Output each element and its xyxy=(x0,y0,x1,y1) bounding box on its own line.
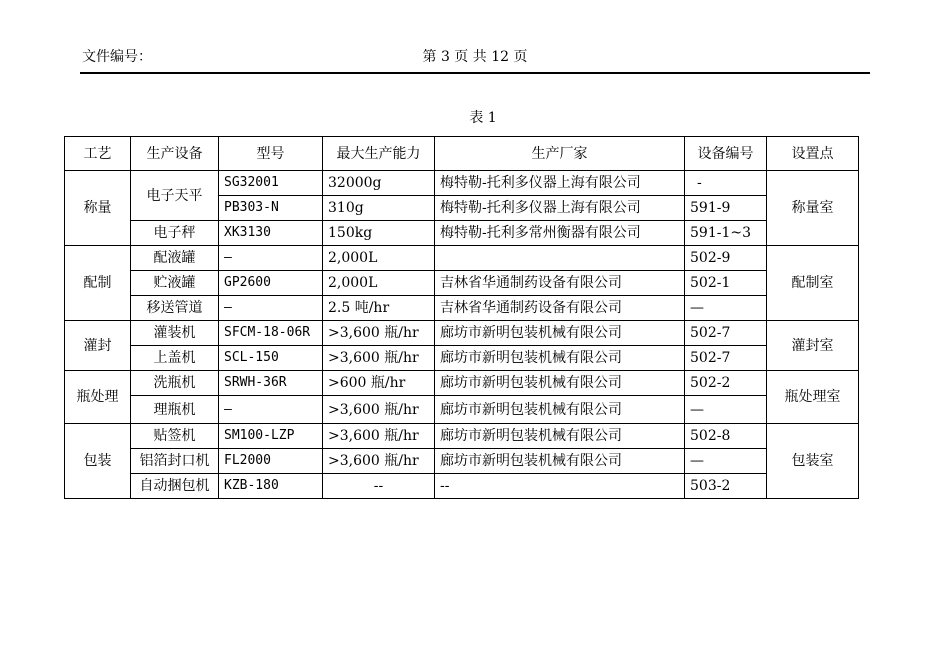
capacity-cell: 2,000L xyxy=(323,271,435,296)
capacity-cell: >3,600 瓶/hr xyxy=(323,396,435,424)
equipment-cell: 灌装机 xyxy=(131,321,219,346)
equipment-cell: 配液罐 xyxy=(131,246,219,271)
capacity-cell: >600 瓶/hr xyxy=(323,371,435,396)
capacity-cell: 2.5 吨/hr xyxy=(323,296,435,321)
col-header-location: 设置点 xyxy=(767,137,859,171)
model-cell: — xyxy=(219,296,323,321)
equipment-cell: 理瓶机 xyxy=(131,396,219,424)
model-cell: XK3130 xyxy=(219,221,323,246)
capacity-cell: 310g xyxy=(323,196,435,221)
equip-no-cell: 503-2 xyxy=(685,474,767,499)
table-title: 表 1 xyxy=(469,110,497,126)
table-row xyxy=(65,346,859,371)
capacity-cell: 32000g xyxy=(323,171,435,196)
model-cell: FL2000 xyxy=(219,449,323,474)
process-cell: 瓶处理 xyxy=(65,371,131,424)
table-row xyxy=(65,321,859,346)
equip-no-cell: 502-7 xyxy=(685,321,767,346)
col-header-capacity: 最大生产能力 xyxy=(323,137,435,171)
maker-cell: 吉林省华通制药设备有限公司 xyxy=(435,271,685,296)
model-cell: SRWH-36R xyxy=(219,371,323,396)
process-cell: 包装 xyxy=(65,424,131,499)
process-cell: 称量 xyxy=(65,171,131,246)
header-divider xyxy=(80,72,870,74)
model-cell: SM100-LZP xyxy=(219,424,323,449)
table-row xyxy=(65,296,859,321)
equip-no-cell: — xyxy=(685,449,767,474)
location-cell: 配制室 xyxy=(767,246,859,321)
location-cell: 瓶处理室 xyxy=(767,371,859,424)
equipment-cell: 铝箔封口机 xyxy=(131,449,219,474)
table-row xyxy=(65,171,859,196)
col-header-equipment: 生产设备 xyxy=(131,137,219,171)
col-header-equip-no: 设备编号 xyxy=(685,137,767,171)
maker-cell xyxy=(435,246,685,271)
maker-cell: 廊坊市新明包装机械有限公司 xyxy=(435,396,685,424)
equipment-cell: 上盖机 xyxy=(131,346,219,371)
capacity-cell: >3,600 瓶/hr xyxy=(323,449,435,474)
location-cell: 称量室 xyxy=(767,171,859,246)
file-number-label: 文件编号： xyxy=(82,49,152,65)
equip-no-cell: 591-1~3 xyxy=(685,221,767,246)
table-row xyxy=(65,271,859,296)
equipment-cell: 电子秤 xyxy=(131,221,219,246)
col-header-process: 工艺 xyxy=(65,137,131,171)
maker-cell: 廊坊市新明包装机械有限公司 xyxy=(435,321,685,346)
model-cell: GP2600 xyxy=(219,271,323,296)
equip-no-cell: 502-2 xyxy=(685,371,767,396)
equipment-cell: 移送管道 xyxy=(131,296,219,321)
model-cell: KZB-180 xyxy=(219,474,323,499)
process-cell: 配制 xyxy=(65,246,131,321)
model-cell: SG32001 xyxy=(219,171,323,196)
table-row xyxy=(65,396,859,424)
equip-no-cell: 502-9 xyxy=(685,246,767,271)
maker-cell: 廊坊市新明包装机械有限公司 xyxy=(435,371,685,396)
maker-cell: 吉林省华通制药设备有限公司 xyxy=(435,296,685,321)
model-cell: SFCM-18-06R xyxy=(219,321,323,346)
maker-cell: -- xyxy=(435,474,685,499)
capacity-cell: >3,600 瓶/hr xyxy=(323,346,435,371)
table-row xyxy=(65,221,859,246)
location-cell: 灌封室 xyxy=(767,321,859,371)
col-header-maker: 生产厂家 xyxy=(435,137,685,171)
capacity-cell: >3,600 瓶/hr xyxy=(323,424,435,449)
maker-cell: 廊坊市新明包装机械有限公司 xyxy=(435,346,685,371)
model-cell: PB303-N xyxy=(219,196,323,221)
equip-no-cell: 502-1 xyxy=(685,271,767,296)
equipment-cell: 洗瓶机 xyxy=(131,371,219,396)
equip-no-cell: 502-7 xyxy=(685,346,767,371)
equip-no-cell: 591-9 xyxy=(685,196,767,221)
table-row xyxy=(65,449,859,474)
model-cell: — xyxy=(219,246,323,271)
maker-cell: 梅特勒-托利多仪器上海有限公司 xyxy=(435,196,685,221)
equipment-cell: 自动捆包机 xyxy=(131,474,219,499)
equip-no-cell: — xyxy=(685,296,767,321)
location-cell: 包装室 xyxy=(767,424,859,499)
capacity-cell: 2,000L xyxy=(323,246,435,271)
equipment-table xyxy=(64,136,859,499)
equip-no-cell: — xyxy=(685,396,767,424)
table-row xyxy=(65,246,859,271)
col-header-model: 型号 xyxy=(219,137,323,171)
capacity-cell: >3,600 瓶/hr xyxy=(323,321,435,346)
table-row xyxy=(65,371,859,396)
model-cell: SCL-150 xyxy=(219,346,323,371)
process-cell: 灌封 xyxy=(65,321,131,371)
capacity-cell: -- xyxy=(323,474,435,499)
maker-cell: 廊坊市新明包装机械有限公司 xyxy=(435,449,685,474)
table-row xyxy=(65,424,859,449)
model-cell: — xyxy=(219,396,323,424)
table-header-row xyxy=(65,137,859,171)
equipment-cell: 贮液罐 xyxy=(131,271,219,296)
maker-cell: 梅特勒-托利多常州衡器有限公司 xyxy=(435,221,685,246)
page-info: 第 3 页 共 12 页 xyxy=(422,49,528,65)
equipment-cell: 电子天平 xyxy=(131,171,219,221)
equipment-cell: 贴签机 xyxy=(131,424,219,449)
capacity-cell: 150kg xyxy=(323,221,435,246)
equip-no-cell: - xyxy=(685,171,767,196)
equip-no-cell: 502-8 xyxy=(685,424,767,449)
table-row xyxy=(65,474,859,499)
maker-cell: 梅特勒-托利多仪器上海有限公司 xyxy=(435,171,685,196)
maker-cell: 廊坊市新明包装机械有限公司 xyxy=(435,424,685,449)
